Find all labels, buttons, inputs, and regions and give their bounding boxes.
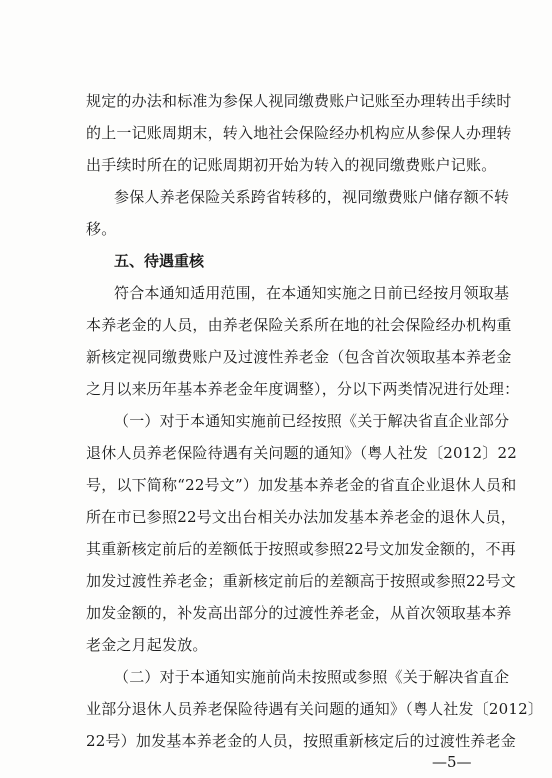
section-heading: 五、待遇重核 [114, 252, 205, 270]
paragraph5-line1: （二）对于本通知实施前尚未按照或参照《关于解决省直企 [114, 668, 510, 686]
paragraph2-line1: 参保人养老保险关系跨省转移的，视同缴费账户储存额不转 [114, 188, 510, 206]
paragraph1-line3: 出手续时所在的记账周期初开始为转入的视同缴费账户记账。 [86, 156, 497, 174]
paragraph4-line4: 所在市已参照22号文出台相关办法加发基本养老金的退休人员， [86, 508, 516, 526]
paragraph1-line1: 规定的办法和标准为参保人视同缴费账户记账至办理转出手续时 [86, 92, 512, 110]
paragraph3-line2: 本养老金的人员，由养老保险关系所在地的社会保险经办机构重 [86, 316, 512, 334]
paragraph4-line3: 号，以下简称“22号文”）加发基本养老金的省直企业退休人员和 [86, 476, 517, 494]
page-number: —5— [432, 753, 472, 771]
paragraph4-line7: 加发金额的，补发高出部分的过渡性养老金，从首次领取基本养 [86, 604, 512, 622]
paragraph4-line1: （一）对于本通知实施前已经按照《关于解决省直企业部分 [114, 412, 510, 430]
paragraph4-line5: 其重新核定前后的差额低于按照或参照22号文加发金额的，不再 [86, 540, 516, 558]
paragraph3-line1: 符合本通知适用范围，在本通知实施之日前已经按月领取基 [114, 284, 510, 302]
paragraph5-line2: 业部分退休人员养老保险待遇有关问题的通知》（粤人社发〔2012〕 [86, 700, 544, 718]
paragraph4-line2: 退休人员养老保险待遇有关问题的通知》（粤人社发〔2012〕22 [86, 444, 517, 462]
paragraph1-line2: 的上一记账周期末，转入地社会保险经办机构应从参保人办理转 [86, 124, 512, 142]
paragraph3-line3: 新核定视同缴费账户及过渡性养老金（包含首次领取基本养老金 [86, 348, 512, 366]
paragraph3-line4: 之月以来历年基本养老金年度调整），分以下两类情况进行处理： [86, 380, 520, 398]
paragraph5-line3: 22号）加发基本养老金的人员，按照重新核定后的过渡性养老金 [86, 732, 516, 750]
paragraph4-line8: 老金之月起发放。 [86, 636, 208, 654]
paragraph2-line2: 移。 [86, 220, 117, 238]
paragraph4-line6: 加发过渡性养老金；重新核定前后的差额高于按照或参照22号文 [86, 572, 516, 590]
